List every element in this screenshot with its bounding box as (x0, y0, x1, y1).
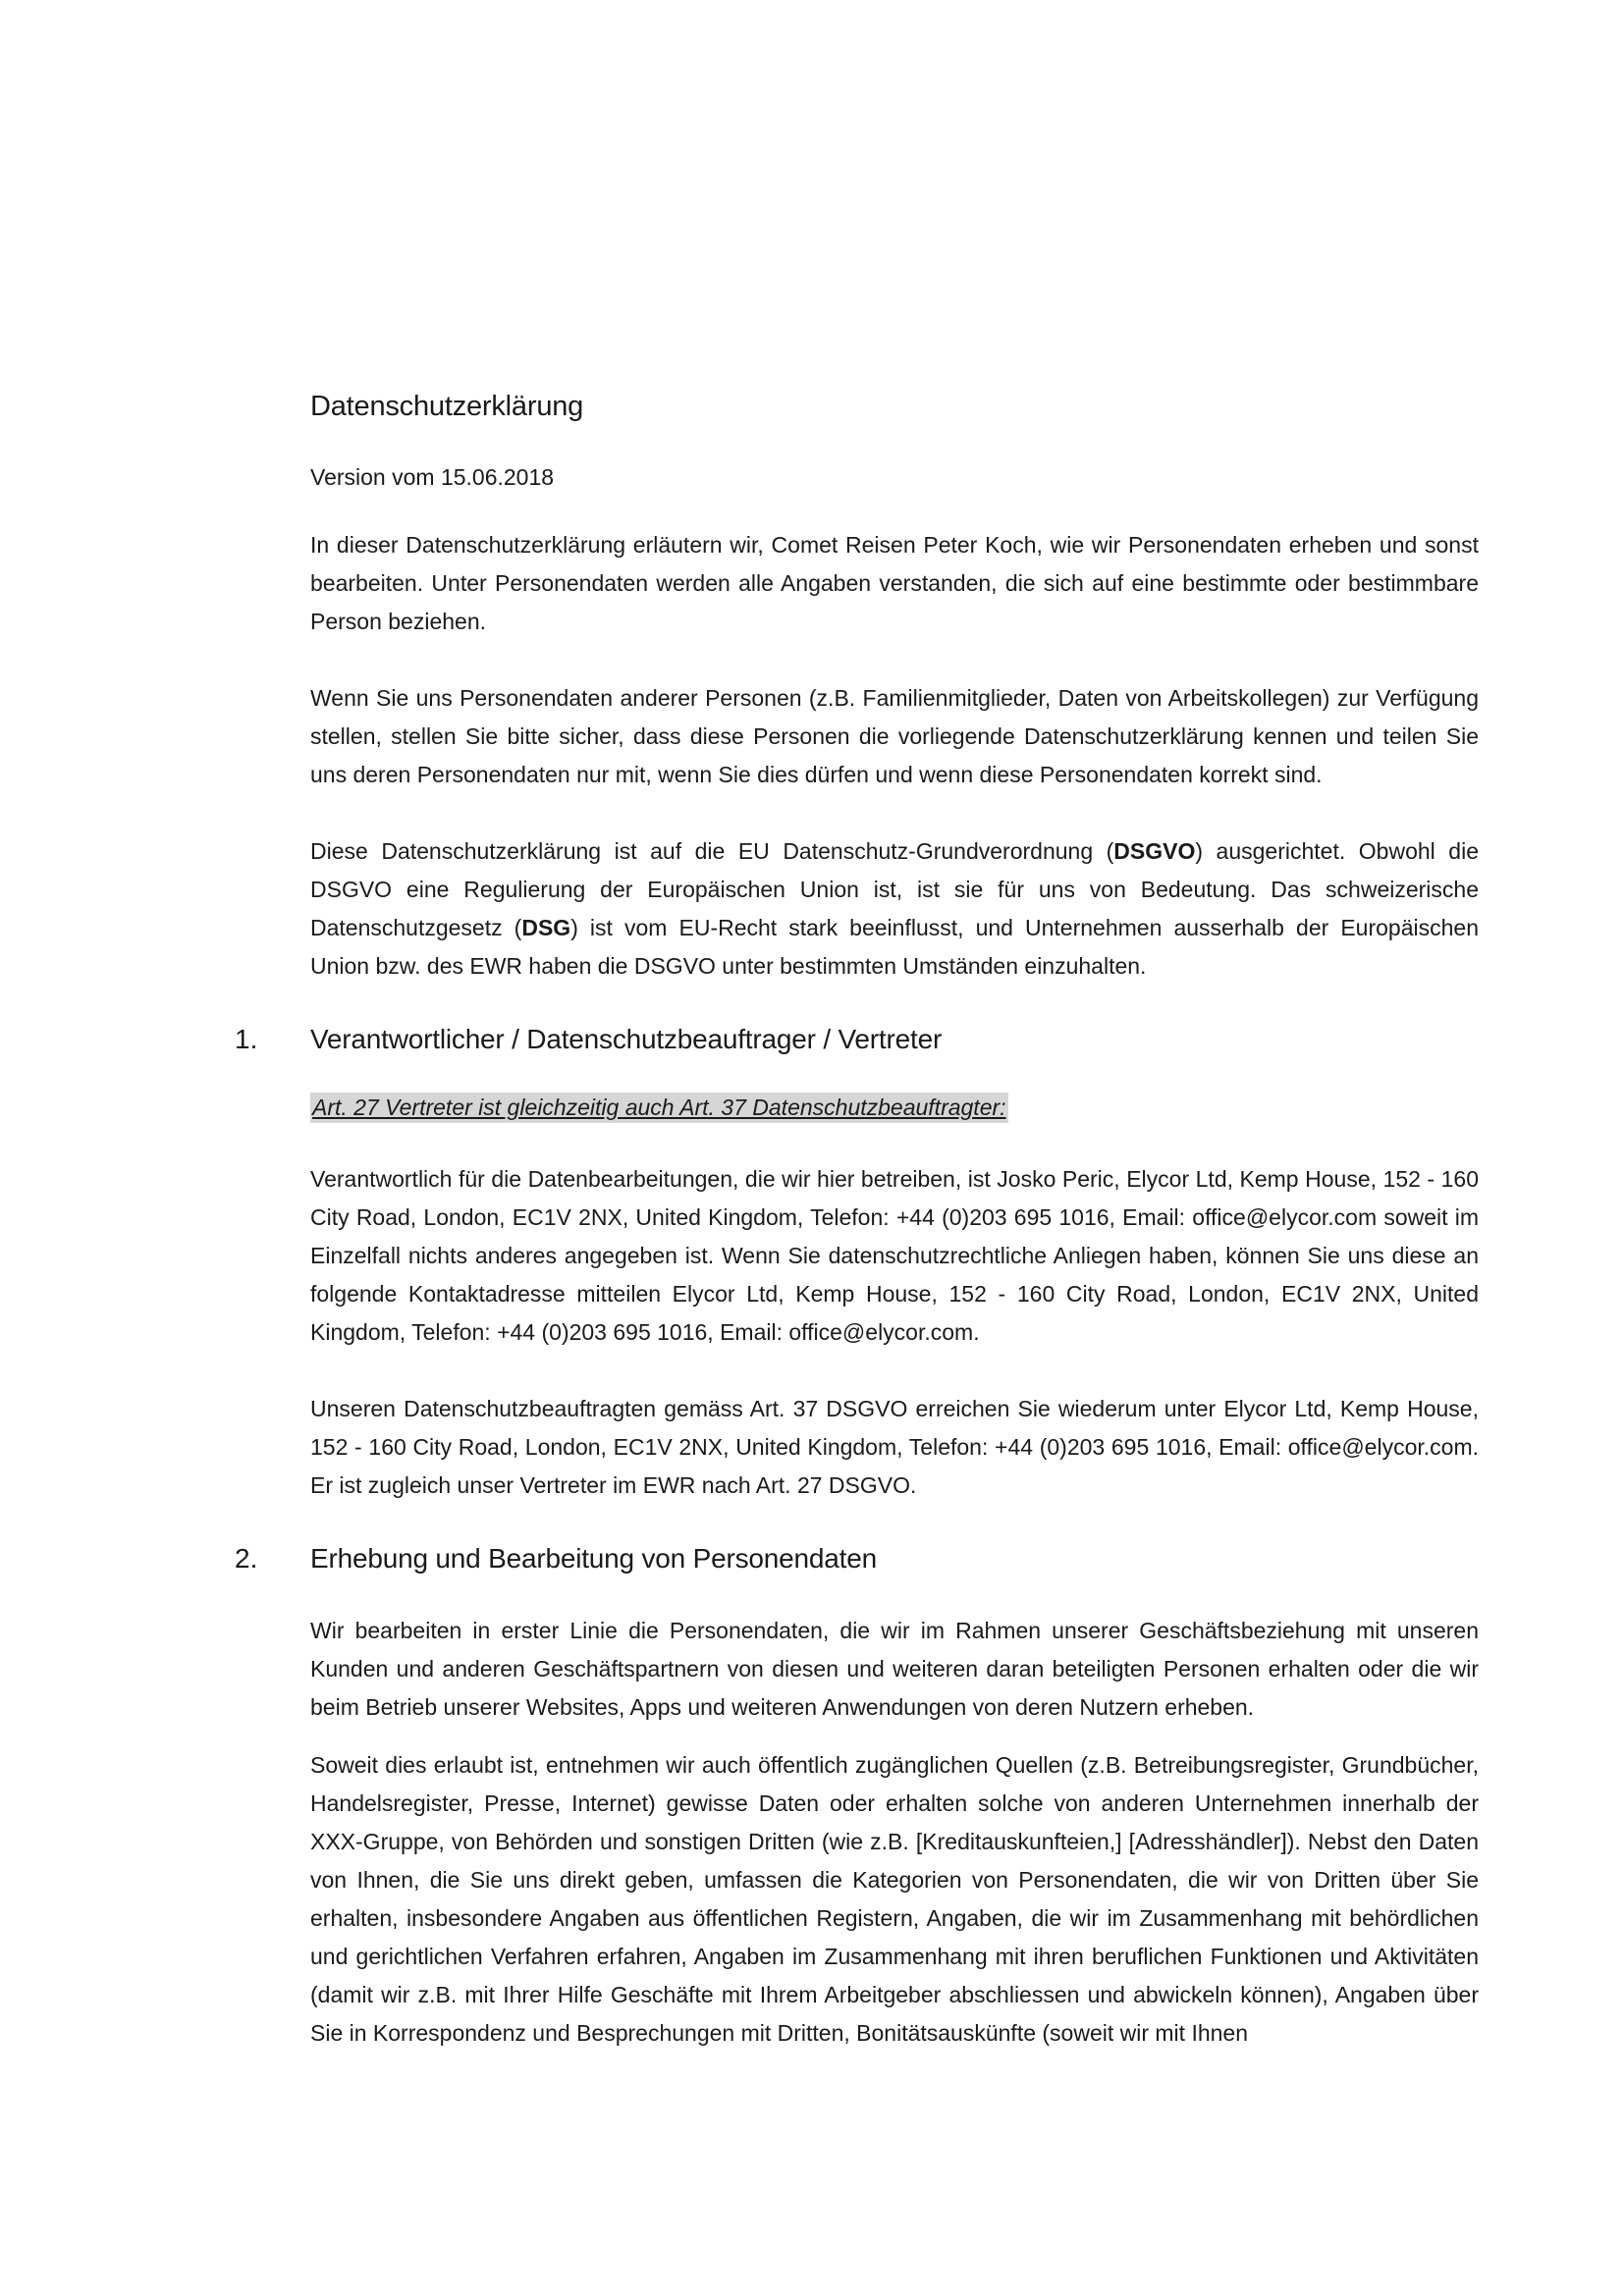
section-1-paragraph-2: Unseren Datenschutzbeauftragten gemäss Art. 37 DSGVO erreichen Sie wiederum unter Elycor Ltd, Kemp House, 152 - 160 City Road, London, EC1V 2NX, United Kingdom, Telefon: +44 (0)203 695 1016, Email: office@elycor.com. Er ist zugleich unser Vertreter im EWR nach Art. 27 DSGVO. (310, 1396, 1479, 1498)
gdpr-abbrev-dsgvo: DSGVO (1113, 838, 1196, 864)
gdpr-paragraph (310, 832, 1479, 986)
section-1-note-wrapper (310, 1093, 1479, 1160)
section-number: 1. (235, 1024, 258, 1054)
document-title: Datenschutzerklärung (310, 391, 584, 422)
document-version: Version vom 15.06.2018 (310, 464, 555, 490)
gdpr-abbrev-dsg: DSG (521, 915, 571, 940)
section-number: 2. (235, 1543, 258, 1574)
gdpr-text-3: ) ist vom EU-Recht stark beeinflusst, und Unternehmen ausserhalb der Europäischen Union bzw. des EWR haben die DSGVO unter bestimmten Umständen einzuhalten. (310, 915, 1479, 979)
section-2-heading (235, 1543, 1479, 1575)
section-1-heading (235, 1024, 1479, 1055)
document-body (235, 391, 1479, 2091)
section-title: Erhebung und Bearbeitung von Personendaten (310, 1543, 877, 1574)
section-title: Verantwortlicher / Datenschutzbeauftrager / Vertreter (310, 1024, 943, 1054)
intro-paragraph-2: Wenn Sie uns Personendaten anderer Personen (z.B. Familienmitglieder, Daten von Arbeitskollegen) zur Verfügung stellen, stellen Sie bitte sicher, dass diese Personen die vorliegende Datenschutzerklärung kennen und teilen Sie uns deren Personendaten nur mit, wenn Sie dies dürfen und wenn diese Personendaten korrekt sind. (310, 685, 1479, 787)
gdpr-text-1: Diese Datenschutzerklärung ist auf die EU Datenschutz-Grundverordnung ( (310, 838, 1114, 864)
gdpr-text-2: ) ausgerichtet. Obwohl die DSGVO eine Regulierung der Europäischen Union ist, ist sie für uns von Bedeutung. Das schweizerische Datenschutzgesetz ( (310, 838, 1479, 940)
section-2-paragraph-1: Wir bearbeiten in erster Linie die Personendaten, die wir im Rahmen unserer Geschäftsbeziehung mit unseren Kunden und anderen Geschäftspartnern von diesen und weiteren daran beteiligten Personen erhalten oder die wir beim Betrieb unserer Websites, Apps und weiteren Anwendungen von deren Nutzern erheben. (310, 1618, 1479, 1720)
intro-paragraph-1: In dieser Datenschutzerklärung erläutern wir, Comet Reisen Peter Koch, wie wir Personendaten erheben und sonst bearbeiten. Unter Personendaten werden alle Angaben verstanden, die sich auf eine bestimmte oder bestimmbare Person beziehen. (310, 532, 1479, 634)
section-2-paragraph-2: Soweit dies erlaubt ist, entnehmen wir auch öffentlich zugänglichen Quellen (z.B. Betreibungsregister, Grundbücher, Handelsregister, Presse, Internet) gewisse Daten oder erhalten solche von anderen Unternehmen innerhalb der XXX-Gruppe, von Behörden und sonstigen Dritten (wie z.B. [Kreditauskunfteien,] [Adresshändler]). Nebst den Daten von Ihnen, die Sie uns direkt geben, umfassen die Kategorien von Personendaten, die wir von Dritten über Sie erhalten, insbesondere Angaben aus öffentlichen Registern, Angaben, die wir im Zusammenhang mit behördlichen und gerichtlichen Verfahren erfahren, Angaben im Zusammenhang mit ihren beruflichen Funktionen und Aktivitäten (damit wir z.B. mit Ihrer Hilfe Geschäfte mit Ihrem Arbeitgeber abschliessen und abwickeln können), Angaben über Sie in Korrespondenz und Besprechungen mit Dritten, Bonitätsauskünfte (soweit wir mit Ihnen (310, 1752, 1479, 2046)
highlighted-note: Art. 27 Vertreter ist gleichzeitig auch Art. 37 Datenschutzbeauftragter: (310, 1093, 1008, 1123)
section-1-paragraph-1: Verantwortlich für die Datenbearbeitungen, die wir hier betreiben, ist Josko Peric, Elycor Ltd, Kemp House, 152 - 160 City Road, London, EC1V 2NX, United Kingdom, Telefon: +44 (0)203 695 1016, Email: office@elycor.com soweit im Einzelfall nichts anderes angegeben ist. Wenn Sie datenschutzrechtliche Anliegen haben, können Sie uns diese an folgende Kontaktadresse mitteilen Elycor Ltd, Kemp House, 152 - 160 City Road, London, EC1V 2NX, United Kingdom, Telefon: +44 (0)203 695 1016, Email: office@elycor.com. (310, 1166, 1479, 1345)
